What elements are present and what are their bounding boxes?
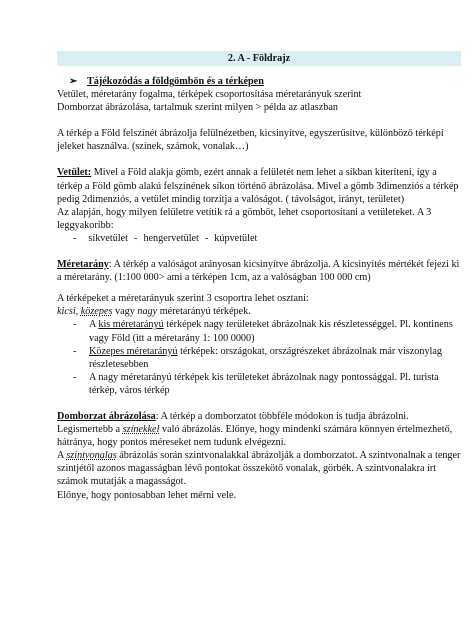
projection-type-2: hengervetület	[143, 232, 199, 244]
projection-term: Vetület:	[57, 167, 92, 179]
projection-type-1: síkvetület	[88, 232, 129, 244]
section-header: 2. A - Földrajz	[57, 51, 461, 66]
list-item: - A kis méretarányú térképek nagy területeket ábrázolnak kis részletességgel. Pl. kontinens vagy Föld (itt a méretarány 1: 100 0000)	[57, 318, 462, 344]
scale-term: Méretarány	[57, 259, 109, 271]
colors-term: színekkel	[122, 424, 160, 436]
intro-line-2: Domborzat ábrázolása, tartalmuk szerint milyen > példa az atlaszban	[57, 102, 338, 114]
scale-list	[57, 318, 462, 397]
topic-title: Tájékozódás a földgömbön és a térképen	[87, 76, 264, 87]
relief-term: Domborzat ábrázolása	[57, 410, 156, 422]
group-medium: közepes	[80, 306, 113, 318]
projection-text: Mivel a Föld alakja gömb, ezért annak a felületét nem lehet a síkban kiteríteni, így a térkép a Föld gömb alakú felszínének síkon történő ábrázolása. Mivel a gömb 3dimenziós a térkép pedig 2dimenziós, a vetület mindig torzítja a valóságot. ( távolságot, irányt, területet)	[57, 167, 459, 205]
contour-term: szintvonalas	[66, 450, 117, 462]
list-item: - A nagy méretarányú térképek kis területeket ábrázolnak nagy pontossággal. Pl. turista térkép, város térkép	[57, 371, 462, 397]
document-body	[57, 75, 462, 502]
projection-type-3: kúpvetület	[214, 232, 258, 244]
group-small: kicsi	[57, 306, 76, 318]
group-large: nagy	[137, 306, 158, 318]
scale-text: : A térkép a valóságot arányosan kicsinyítve ábrázolja. A kicsinyítés mértékét fejezi ki a méretarány. (1:100 000> ami a térképen 1cm, az a valóságban 100 000 cm)	[57, 259, 460, 284]
contour-advantage: Előnye, hogy pontosabban lehet mérni vele.	[57, 489, 237, 501]
medium-scale-term: Közepes méretarányú	[89, 345, 178, 357]
projection-types: - síkvetület - hengervetület - kúpvetület	[73, 232, 258, 244]
projection-groups-text: Az alapján, hogy milyen felületre vetítik rá a gömböt, lehet csoportosítani a vetületeket. A 3 leggyakoribb:	[57, 206, 432, 231]
definition-paragraph: A térkép a Föld felszínét ábrázolja felülnézetben, kicsinyítve, egyszerűsítve, különböző térképi jeleket használva. (színek, számok, vonalak…)	[57, 128, 444, 153]
scale-groups-intro: A térképeket a méretarányuk szerint 3 csoportra lehet osztani:	[57, 293, 309, 305]
contour-paragraph: A szintvonalas ábrázolás során szintvonalakkal ábrázolják a domborzatot. A szintvonalnak a tenger szintjétől azonos magasságban lévő pontokat összekötő vonalak, görbék. A szintvonalakra írt számok mutatják a magasságot.	[57, 450, 461, 488]
list-item: - Közepes méretarányú térképek: országokat, országrészeket ábrázolnak már viszonylag részletesebben	[57, 345, 462, 371]
arrow-bullet-icon: ➢	[69, 76, 78, 87]
intro-line-1: Vetület, méretarány fogalma, térképek csoportosítása méretarányuk szerint	[57, 89, 362, 101]
scale-groups-line: kicsi, közepes vagy nagy méretarányú térképek.	[57, 306, 251, 318]
projection-paragraph	[57, 166, 462, 205]
scale-paragraph	[57, 258, 462, 284]
small-scale-term: kis méretarányú	[98, 319, 164, 331]
topic-line	[57, 75, 462, 88]
relief-paragraph: Domborzat ábrázolása: A térkép a domborzatot többféle módokon is tudja ábrázolni. Legismertebb a színekkel való ábrázolás. Előnye, hogy mindenki számára könnyen értelmezhető, hátránya, hogy pontos méreseket nem tudunk elvégezni.	[57, 410, 453, 449]
